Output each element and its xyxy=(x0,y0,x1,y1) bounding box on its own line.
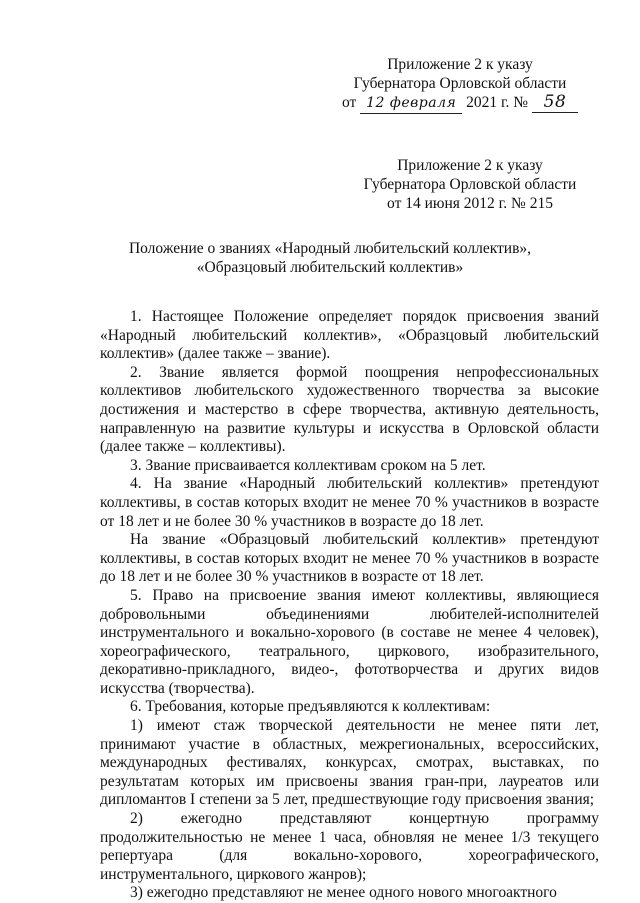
appendix-header-current xyxy=(330,55,590,114)
paragraph: 6. Требования, которые предъявляются к коллективам: xyxy=(130,698,491,716)
document-title xyxy=(80,239,580,277)
paragraph: На звание «Образцовый любительский коллектив» претендуют коллективы, в состав которых входит не менее 70 % участников в возрасте до 18 лет и не более 30 % участников в возрасте от 18 лет. xyxy=(100,531,599,586)
appendix-header-original xyxy=(360,156,580,213)
document-body xyxy=(100,308,599,903)
document-title-line: «Образцовый любительский коллектив» xyxy=(196,259,464,276)
handwritten-number: 58 xyxy=(532,93,578,113)
appendix-header-line: Приложение 2 к указу xyxy=(397,157,543,174)
date-prefix: от xyxy=(342,94,357,111)
paragraph: 3) ежегодно представляют не менее одного нового многоактного xyxy=(130,884,557,902)
paragraph: 5. Право на присвоение звания имеют коллективы, являющиеся добровольными объединениями любителей-исполнителей инструментального и вокально-хорового (в составе не менее 4 человек), хореографического, театрального, циркового, изобразительного, декоративно-прикладного, видео-, фототворчества и других видов искусства (творчества). xyxy=(100,586,599,697)
paragraph: 1) имеют стаж творческой деятельности не менее пяти лет, принимают участие в областных, межрегиональных, всероссийских, международных фестивалях, конкурсах, смотрах, выставках, по результатам которых им присвоены звания гран-при, лауреатов или дипломантов I степени за 5 лет, предшествующие году присвоения звания; xyxy=(100,717,599,809)
year-number-label: 2021 г. № xyxy=(466,94,529,111)
paragraph: 2) ежегодно представляют концертную программу продолжительностью не менее 1 часа, обновляя не менее 1/3 текущего репертуара (для вокально-хорового, хореографического, инструментального, циркового жанров); xyxy=(100,810,599,883)
appendix-header-line: от 14 июня 2012 г. № 215 xyxy=(387,195,553,212)
paragraph: 2. Звание является формой поощрения непрофессиональных коллективов любительского художественного творчества за высокие достижения и мастерство в сфере творчества, активную деятельность, направленную на развитие культуры и искусства в Орловской области (далее также – коллективы). xyxy=(100,363,599,456)
appendix-header-line: Губернатора Орловской области xyxy=(363,176,577,193)
appendix-header-line: Приложение 2 к указу xyxy=(387,56,533,73)
document-title-line: Положение о званиях «Народный любительский коллектив», xyxy=(128,240,532,257)
paragraph: 1. Настоящее Положение определяет порядок присвоения званий «Народный любительский коллектив», «Образцовый любительский коллектив» (далее также – звание). xyxy=(100,308,599,363)
paragraph: 4. На звание «Народный любительский коллектив» претендуют коллективы, в состав которых входит не менее 70 % участников в возрасте от 18 лет и не более 30 % участников в возрасте до 18 лет. xyxy=(100,475,599,530)
paragraph: 3. Звание присваивается коллективам сроком на 5 лет. xyxy=(130,456,486,474)
handwritten-date: 12 февраля xyxy=(360,94,462,114)
appendix-date-line xyxy=(330,93,590,114)
appendix-header-line: Губернатора Орловской области xyxy=(353,75,567,92)
